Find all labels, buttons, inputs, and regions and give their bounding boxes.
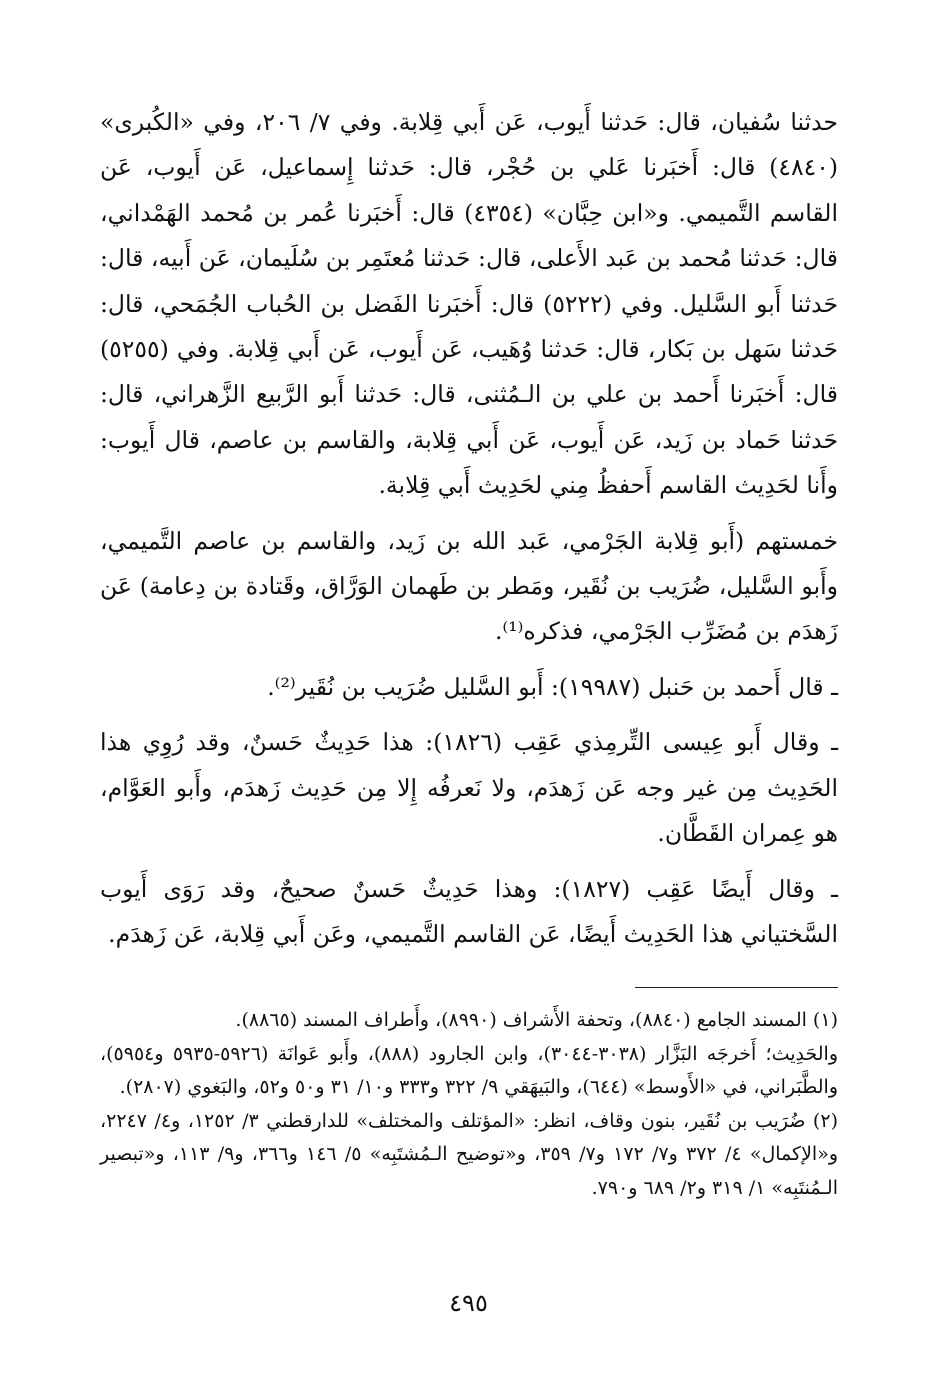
footnotes [100, 1004, 838, 1206]
page-number: ٤٩٥ [449, 1289, 488, 1317]
paragraph-tirmidhi-1826: ـ وقال أَبو عِيسى التِّرمِذي عَقِب (١٨٢٦): هذا حَدِيثٌ حَسنٌ، وقد رُوِي هذا الحَدِيث مِن غير وجه عَن زَهدَم، ولا نَعرفُه إِلا مِن حَدِيث زَهدَم، وأَبو العَوَّام، هو عِمران القَطَّان. [100, 728, 838, 848]
paragraph-isnad: حدثنا سُفيان، قال: حَدثنا أَيوب، عَن أَبي قِلابة. وفي ٧/ ٢٠٦، وفي «الكُبرى» (٤٨٤٠) قال: أَخبَرنا عَلي بن حُجْر، قال: حَدثنا إِسماعيل، عَن أَيوب، عَن القاسم التَّميمي. و«ابن حِبَّان» (٤٣٥٤) قال: أَخبَرنا عُمر بن مُحمد الهَمْداني، قال: حَدثنا مُحمد بن عَبد الأَعلى، قال: حَدثنا مُعتَمِر بن سُلَيمان، عَن أَبيه، قال: حَدثنا أَبو السَّليل. وفي (٥٢٢٢) قال: أَخبَرنا الفَضل بن الحُباب الجُمَحي، قال: حَدثنا سَهل بن بَكار، قال: حَدثنا وُهَيب، عَن أَيوب، عَن أَبي قِلابة. وفي (٥٢٥٥) قال: أَخبَرنا أَحمد بن علي بن الـمُثنى، قال: حَدثنا أَبو الرَّبيع الزَّهراني، قال: حَدثنا حَماد بن زَيد، عَن أَيوب، عَن أَبي قِلابة، والقاسم بن عاصم، قال أَيوب: وأَنا لحَدِيث القاسم أَحفظُ مِني لحَدِيث أَبي قِلابة. [100, 108, 839, 500]
footnote-1-continuation: والحَدِيث؛ أَخرجَه البَزَّار (٣٠٣٨-٣٠٤٤)، وابن الجارود (٨٨٨)، وأَبو عَوانَة (٥٩٢٦-٥٩٣٥ و٥٩٥٤)، والطَّبَراني، في «الأَوسط» (٦٤٤)، والبَيهَقي ٩/ ٣٢٢ و٣٣٣ و١٠/ ٣١ و٥٠ و٥٢، والبَغوي (٢٨٠٧). [100, 1042, 838, 1099]
main-text [100, 100, 838, 967]
footnote-divider [635, 987, 838, 988]
footnote-1: (١) المسند الجامع (٨٨٤٠)، وتحفة الأَشراف (٨٩٩٠)، وأَطراف المسند (٨٨٦٥). [235, 1009, 838, 1031]
paragraph-tirmidhi-1827: ـ وقال أَيضًا عَقِب (١٨٢٧): وهذا حَدِيثٌ حَسنٌ صحيحٌ، وقد رَوَى أَيوب السَّختياني هذا الحَدِيث أَيضًا، عَن القاسم التَّميمي، وعَن أَبي قِلابة، عَن زَهدَم. [100, 874, 838, 948]
paragraph-khamsatuhum: خمستهم (أَبو قِلابة الجَرْمي، عَبد الله بن زَيد، والقاسم بن عاصم التَّميمي، وأَبو السَّليل، ضُرَيب بن نُقَير، ومَطر بن طَهمان الوَرَّاق، وقَتادة بن دِعامة) عَن زَهدَم بن مُضَرِّب الجَرْمي، فذكره⁽¹⁾. [100, 526, 838, 646]
footnote-2: (٢) ضُرَيب بن نُقَير، بنون وقاف، انظر: «المؤتلف والمختلف» للدارقطني ٣/ ١٢٥٢، و٤/ ٢٢٤٧، و«الإكمال» ٤/ ٣٧٢ و٧/ ١٧٢ و٧/ ٣٥٩، و«توضيح الـمُشتَبِه» ٥/ ١٤٦ و٣٦٦، و٩/ ١١٣، و«تبصير الـمُنتَبِه» ١/ ٣١٩ و٢/ ٦٨٩ و٧٩٠. [100, 1109, 838, 1199]
paragraph-ahmad-ibn-hanbal: ـ قال أَحمد بن حَنبل (١٩٩٨٧): أَبو السَّليل ضُرَيب بن نُقَير⁽²⁾. [267, 672, 838, 701]
